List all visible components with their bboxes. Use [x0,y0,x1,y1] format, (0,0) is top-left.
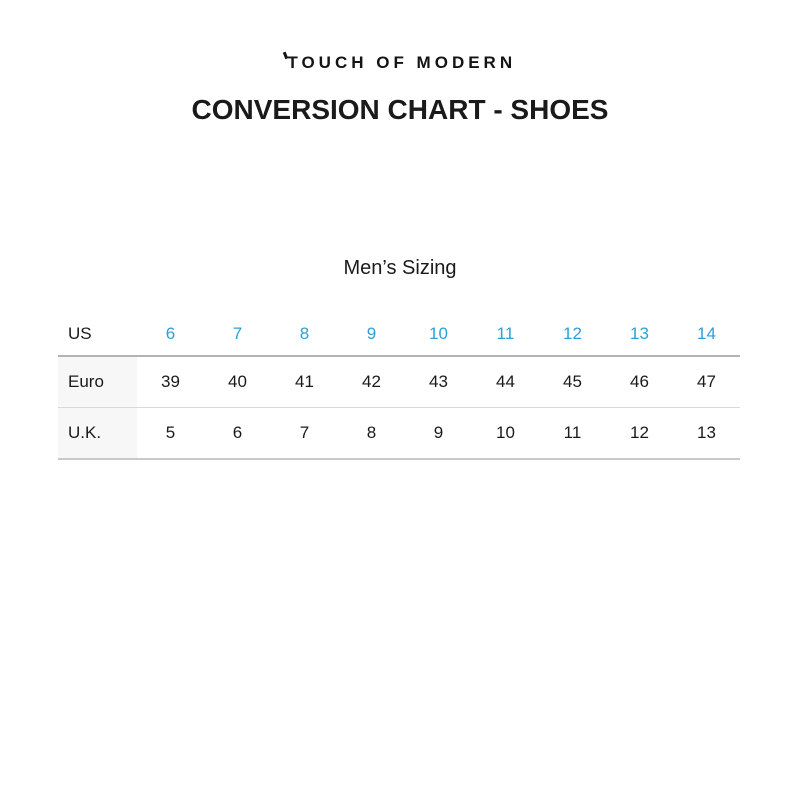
table-cell: 43 [429,372,448,391]
table-cell: 40 [228,372,247,391]
page-title: CONVERSION CHART - SHOES [191,94,609,125]
table-cell: 44 [496,372,515,391]
table-cell: 8 [366,423,377,442]
table-cell: 7 [299,423,310,442]
table-cell: 10 [429,323,448,343]
table-cell: 14 [697,323,716,343]
table-cell: 6 [232,423,243,442]
table-cell: 12 [563,323,582,343]
table-cell: 47 [697,372,716,391]
row-label-uk: U.K. [58,408,137,458]
table-cell: 13 [630,323,649,343]
table-cell: 6 [165,323,176,343]
table-row-uk [58,408,740,460]
table-cell: 42 [362,372,381,391]
sizing-table [58,312,740,460]
table-cell: 8 [299,323,310,343]
table-cell: 9 [433,423,444,442]
table-cell: 10 [496,423,515,442]
table-cell: 5 [165,423,176,442]
table-cell: 9 [366,323,377,343]
brand-logo [0,52,800,72]
table-cell: 11 [563,423,582,442]
row-label-euro: Euro [58,357,137,407]
section-heading: Men’s Sizing [343,257,457,279]
table-row-euro [58,357,740,408]
row-label-us: US [68,323,92,343]
table-cell: 39 [161,372,180,391]
table-cell: 11 [496,323,515,343]
table-cell: 12 [630,423,649,442]
table-row-us [58,312,740,357]
table-cell: 41 [295,372,314,391]
table-cell: 45 [563,372,582,391]
table-cell: 13 [697,423,716,442]
table-cell: 46 [630,372,649,391]
brand-logo-text: TOUCH OF MODERN [287,53,517,72]
table-cell: 7 [232,323,243,343]
